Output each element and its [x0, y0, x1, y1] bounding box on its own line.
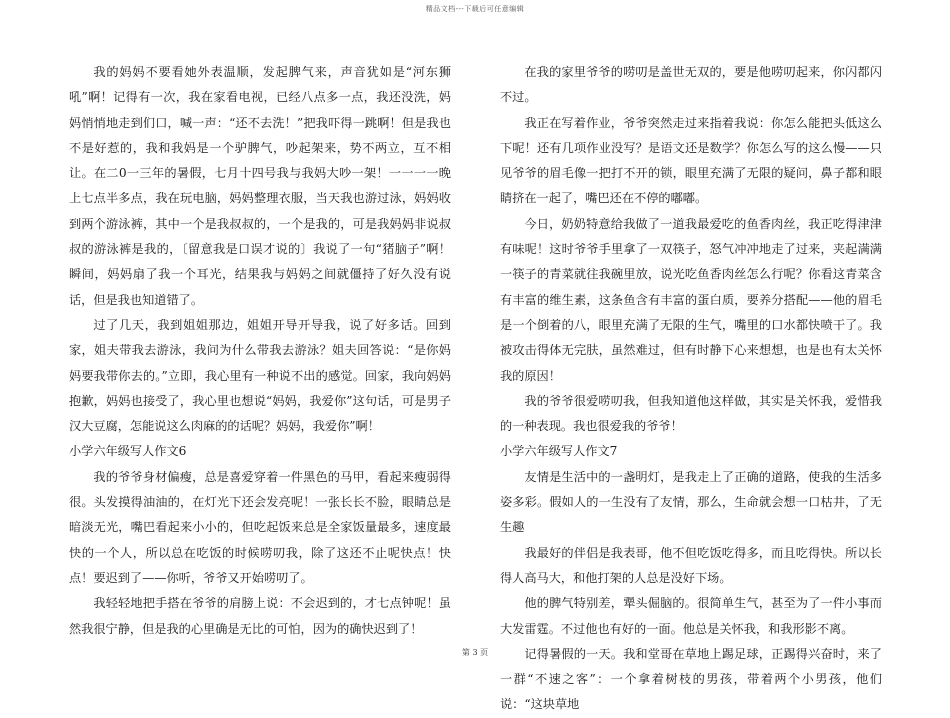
section-title: 小学六年级写人作文7 [500, 444, 618, 459]
paragraph: 他的脾气特别差，犟头倔脑的。很简单生气，甚至为了一件小事而大发雷霆。不过他也有好的一面。他总是关怀我，和我形影不离。 [500, 596, 882, 636]
page-header: 精品文档---下载后可任意编辑 [425, 5, 525, 13]
paragraph: 我正在写着作业，爷爷突然走过来指着我说：你怎么能把头低这么下呢！还有几项作业没写？是语文还是数学？你怎么写的这么慢——只见爷爷的眉毛像一把打不开的锁，眼里充满了无限的疑问，鼻子都和眼睛挤在一起了，嘴巴还在不停的嘟嘟。 [500, 115, 882, 206]
paragraph: 在我的家里爷爷的唠叨是盖世无双的，要是他唠叨起来，你闪都闪不过。 [500, 65, 882, 105]
right-column [500, 60, 882, 718]
paragraph: 我的爷爷身材偏瘦，总是喜爱穿着一件黑色的马甲，看起来瘦弱得很。头发摸得油油的，在灯光下还会发亮呢！一张长长不脸，眼睛总是暗淡无光，嘴巴看起来小小的，但吃起饭来总是全家饭量最多，速度最快的一个人，所以总在吃饭的时候唠叨我，除了这还不止呢快点！快点！要迟到了——你听，爷爷又开始唠叨了。 [69, 469, 451, 585]
paragraph: 我的爷爷很爱唠叨我，但我知道他这样做，其实是关怀我，爱惜我的一种表现。我也很爱我的爷爷！ [500, 393, 882, 434]
paragraph: 今日，奶奶特意给我做了一道我最爱吃的鱼香肉丝，我正吃得津津有味呢！这时爷爷手里拿了一双筷子，怒气冲冲地走了过来，夹起满满一筷子的青菜就往我碗里放，说光吃鱼香肉丝怎么行呢？你看这青菜含有丰富的维生素，这条鱼含有丰富的蛋白质，要养分搭配——他的眉毛是一个倒着的八，眼里充满了无限的生气，嘴里的口水都快喷干了。我被攻击得体无完肤，虽然难过，但有时静下心来想想，也是也有太关怀我的原因！ [500, 216, 882, 383]
page-number: 第 3 页 [461, 648, 489, 657]
paragraph: 记得暑假的一天。我和堂哥在草地上踢足球，正踢得兴奋时，来了一群“不速之客”：一个拿着树枝的男孩，带着两个小男孩，他们说：“这块草地 [500, 646, 882, 712]
paragraph: 我最好的伴侣是我表哥，他不但吃饭吃得多，而且吃得快。所以长得人高马大，和他打架的人总是没好下场。 [500, 545, 882, 585]
section-title: 小学六年级写人作文6 [69, 444, 187, 459]
paragraph: 我轻轻地把手搭在爷爷的肩膀上说：不会迟到的，才七点钟呢！虽然我很宁静，但是我的心里确是无比的可怕，因为的确快迟到了！ [69, 596, 451, 636]
paragraph: 过了几天，我到姐姐那边，姐姐开导开导我，说了好多话。回到家，姐夫带我去游泳，我问为什么带我去游泳？姐夫回答说：“是你妈妈要我带你去的。”立即，我心里有一种说不出的感觉。回家，我向妈妈抱歉，妈妈也接受了，我心里也想说“妈妈，我爱你”这句话，可是男子汉大豆腐，怎能说这么肉麻的的话呢？妈妈，我爱你”啊！ [69, 317, 451, 434]
left-column [69, 60, 451, 642]
paragraph: 友情是生活中的一盏明灯，是我走上了正确的道路，使我的生活多姿多彩。假如人的一生没有了友情，那么，生命就会想一口枯井，了无生趣 [500, 469, 882, 535]
paragraph: 我的妈妈不要看她外表温顺，发起脾气来，声音犹如是“河东狮吼”啊！记得有一次，我在家看电视，已经八点多一点，我还没洗，妈妈悄悄地走到们口，喊一声：“还不去洗！”把我吓得一跳啊！但是我也不是好惹的，我和我妈是一个驴脾气，吵起架来，势不两立，互不相让。在二0一三年的暑假，七月十四号我与我妈大吵一架！一一一一晚上七点半多点，我在玩电脑，妈妈整理衣服，当天我也游过泳，妈妈收到两个游泳裤，其中一个是我叔叔的，一个是我的，可是我妈妈非说叔叔的游泳裤是我的，〔留意我是口误才说的〕我说了一句“猪脑子”啊！瞬间，妈妈扇了我一个耳光，结果我与妈妈之间就僵持了好久没有说话，但是我也知道错了。 [69, 65, 451, 307]
